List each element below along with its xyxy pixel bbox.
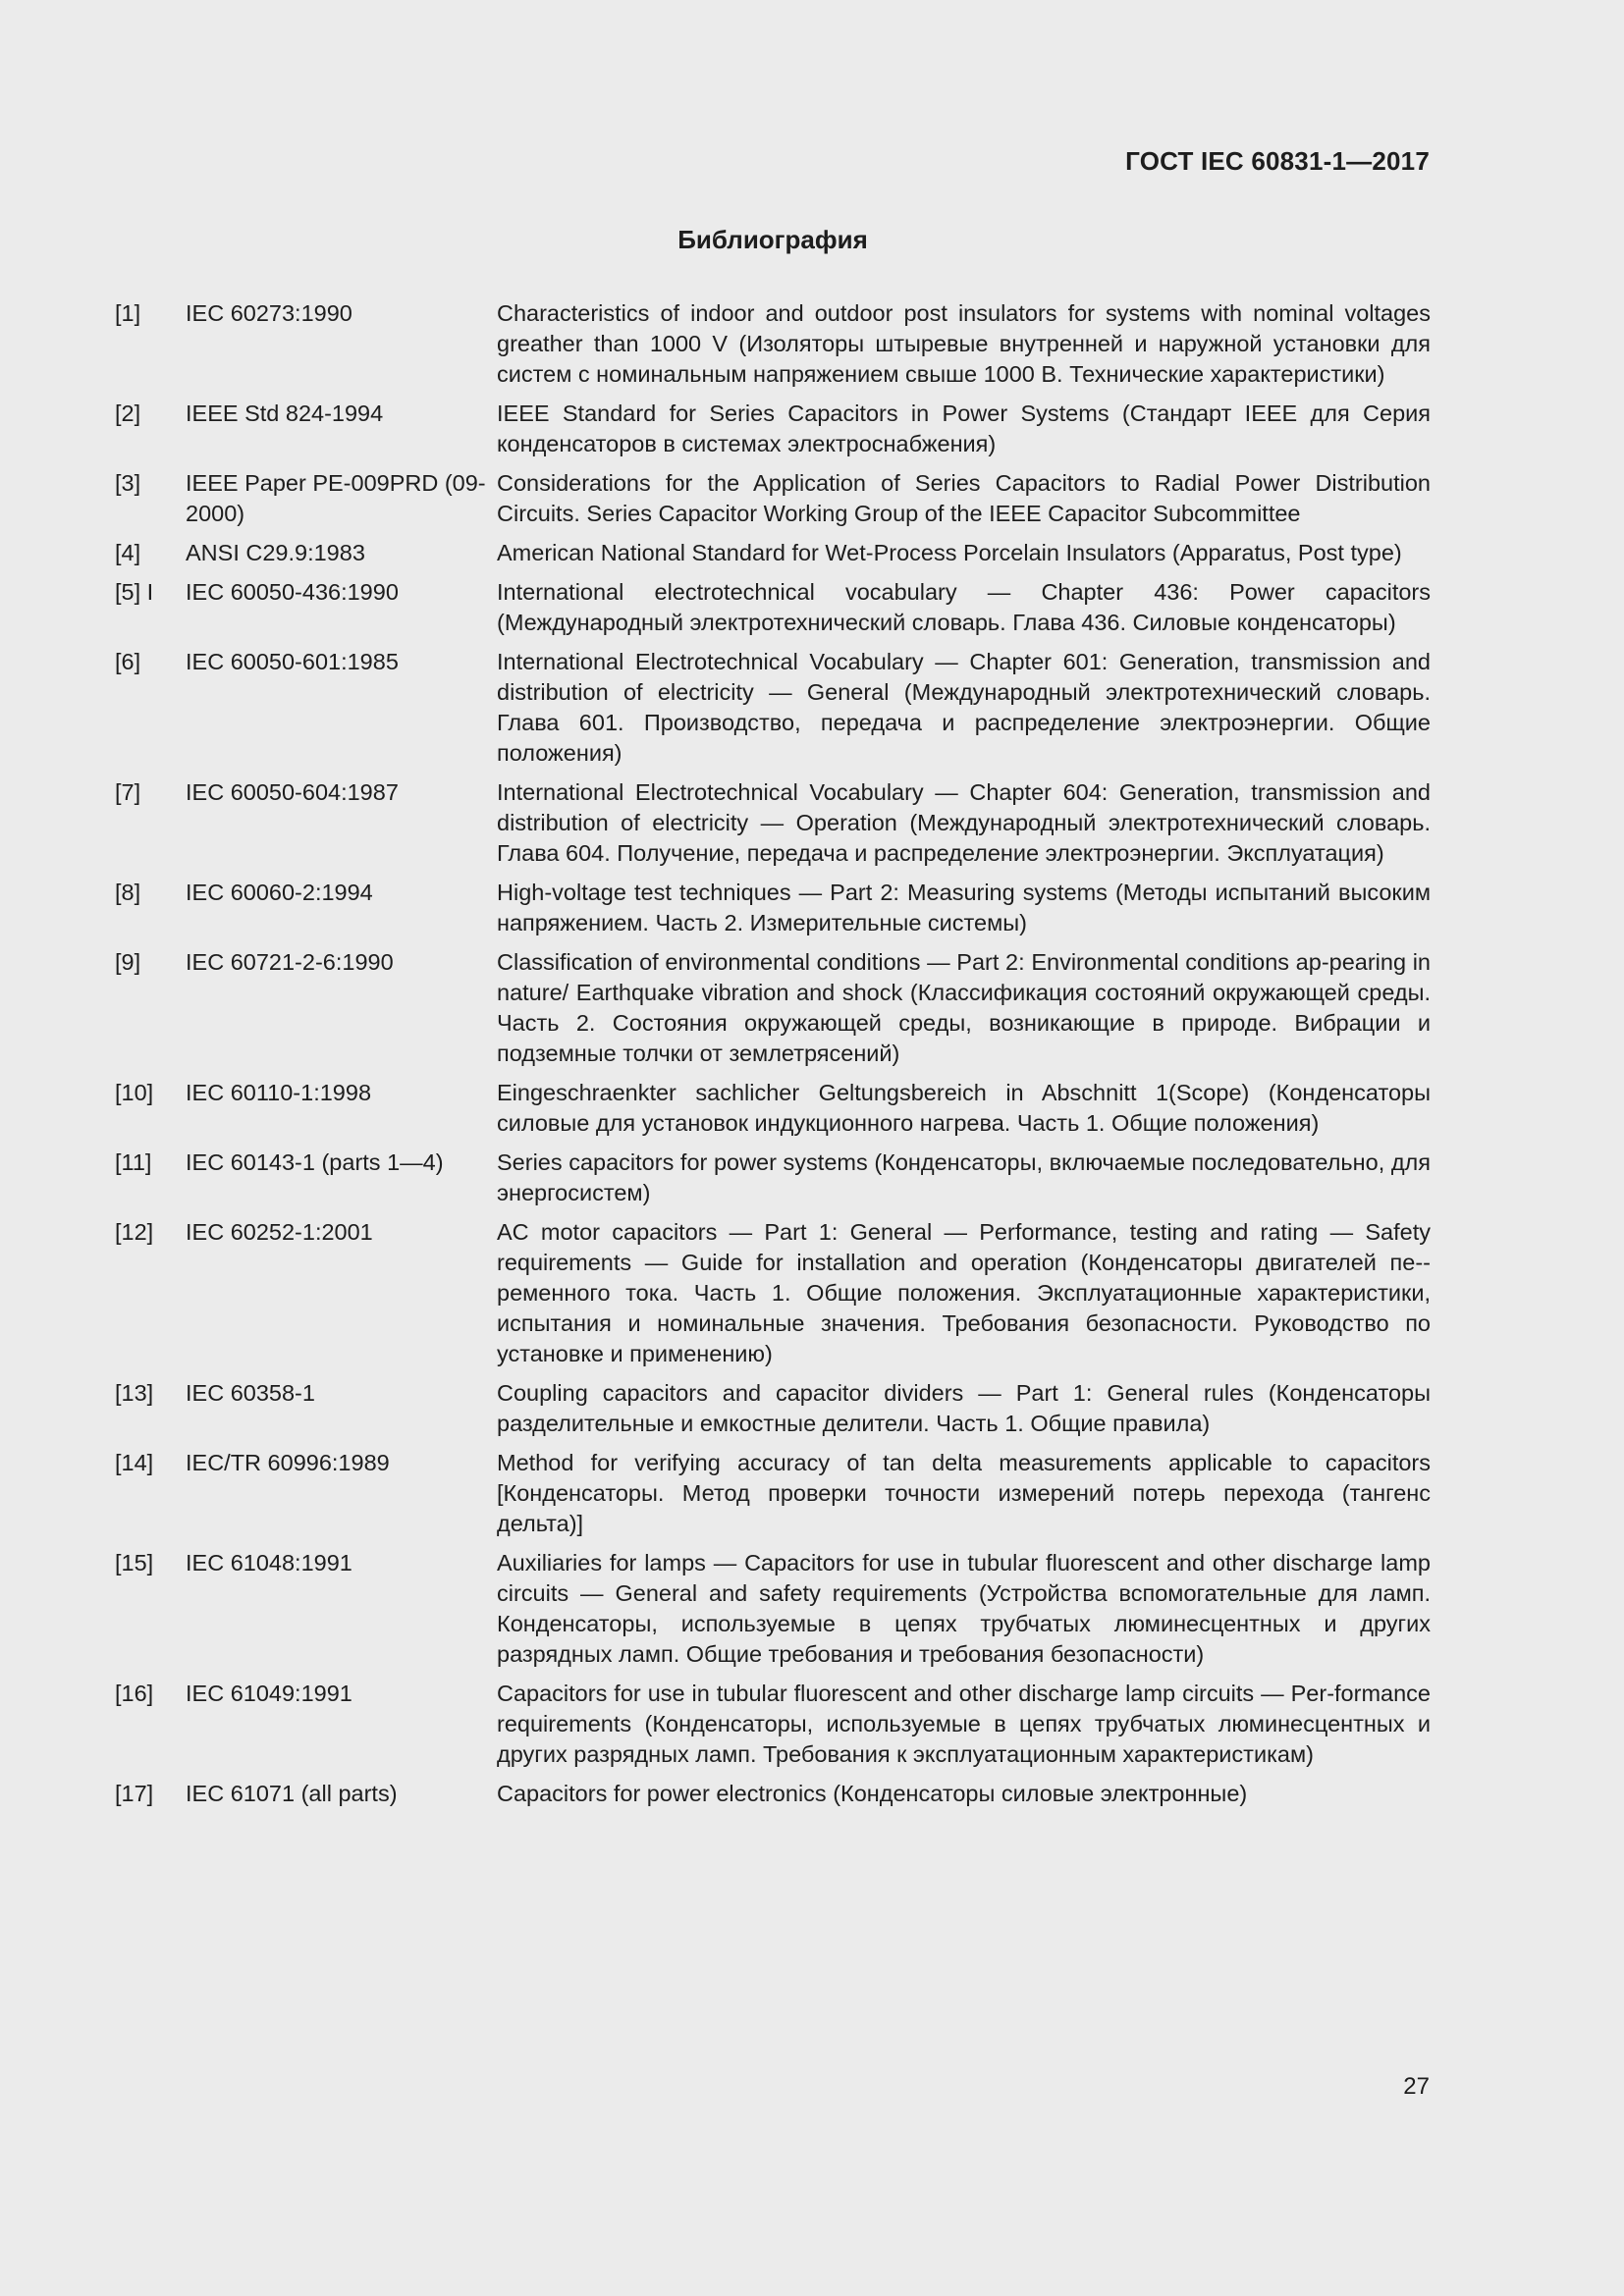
entry-description: Auxiliaries for lamps — Capacitors for use in tubular fluorescent and other discharge lamp circuits — General and safety requirements (Устройства вспомогательные для ламп. Конденсаторы, используемые в цепях трубчатых люминесцентных и других разрядных ламп. Общие требования и требования безопасности) bbox=[497, 1550, 1431, 1667]
page-title: Библиография bbox=[677, 225, 868, 254]
entry-standard-code: IEC 61049:1991 bbox=[186, 1681, 352, 1706]
entry-description: Series capacitors for power systems (Конденсаторы, включаемые последовательно, для энергосистем) bbox=[497, 1149, 1431, 1205]
entry-number: [14] bbox=[115, 1450, 154, 1475]
entry-standard-code: IEC 60110-1:1998 bbox=[186, 1080, 372, 1105]
entry-standard-code: IEC 61071 (all parts) bbox=[186, 1781, 398, 1806]
bibliography-entry bbox=[115, 777, 1431, 869]
bibliography-entry bbox=[115, 468, 1431, 529]
entry-standard-code: IEC/TR 60996:1989 bbox=[186, 1450, 390, 1475]
entry-number: [5] I bbox=[115, 579, 154, 605]
bibliography-entry bbox=[115, 298, 1431, 390]
entry-description: IEEE Standard for Series Capacitors in Power Systems (Стандарт IEEE для Серия конденсаторов в системах электроснабжения) bbox=[497, 400, 1431, 456]
entry-number: [10] bbox=[115, 1080, 154, 1105]
bibliography-entry bbox=[115, 538, 1431, 568]
entry-number: [8] bbox=[115, 880, 141, 905]
entry-standard-code: IEC 61048:1991 bbox=[186, 1550, 352, 1575]
bibliography-entry bbox=[115, 577, 1431, 638]
entry-description: International Electrotechnical Vocabulary — Chapter 604: Generation, transmission and distribution of electricity — Operation (Международный электротехнический словарь. Глава 604. Получение, передача и распределение электроэнергии. Эксплуатация) bbox=[497, 779, 1431, 866]
entry-number: [16] bbox=[115, 1681, 154, 1706]
bibliography-entry bbox=[115, 1448, 1431, 1539]
bibliography-entry bbox=[115, 647, 1431, 769]
entry-number: [17] bbox=[115, 1781, 154, 1806]
entry-number: [2] bbox=[115, 400, 141, 426]
document-standard-header: ГОСТ IEC 60831-1—2017 bbox=[1125, 146, 1430, 176]
bibliography-list bbox=[115, 298, 1431, 1818]
entry-standard-code: IEC 60721-2-6:1990 bbox=[186, 949, 394, 975]
entry-standard-code: IEC 60358-1 bbox=[186, 1380, 315, 1406]
entry-number: [4] bbox=[115, 540, 141, 565]
entry-standard-code: IEC 60143-1 (parts 1—4) bbox=[186, 1149, 444, 1175]
entry-standard-code: IEC 60252-1:2001 bbox=[186, 1219, 373, 1245]
entry-standard-code: IEEE Std 824-1994 bbox=[186, 400, 384, 426]
entry-standard-code: IEC 60050-601:1985 bbox=[186, 649, 399, 674]
entry-description: Characteristics of indoor and outdoor post insulators for systems with nominal voltages greather than 1000 V (Изоляторы штыревые внутренней и наружной установки для систем с номинальным напряжением свыше 1000 В. Технические характеристики) bbox=[497, 300, 1431, 387]
bibliography-entry bbox=[115, 1148, 1431, 1208]
bibliography-entry bbox=[115, 1779, 1431, 1809]
entry-standard-code: IEC 60060-2:1994 bbox=[186, 880, 373, 905]
bibliography-entry bbox=[115, 947, 1431, 1069]
entry-description: AC motor capacitors — Part 1: General — Performance, testing and rating — Safety requirements — Guide for installation and operation (Конденсаторы двигателей пе-ременного тока. Часть 1. Общие положения. Эксплуатационные характеристики, испытания и номинальные значения. Требования безопасности. Руководство по установке и применению) bbox=[497, 1219, 1431, 1366]
entry-number: [7] bbox=[115, 779, 141, 805]
entry-number: [1] bbox=[115, 300, 141, 326]
bibliography-entry bbox=[115, 1548, 1431, 1670]
entry-description: American National Standard for Wet-Process Porcelain Insulators (Apparatus, Post type) bbox=[497, 540, 1402, 565]
entry-description: International electrotechnical vocabulary — Chapter 436: Power capacitors (Международный электротехнический словарь. Глава 436. Силовые конденсаторы) bbox=[497, 579, 1431, 635]
bibliography-entry bbox=[115, 399, 1431, 459]
bibliography-entry bbox=[115, 1217, 1431, 1369]
entry-description: Capacitors for power electronics (Конденсаторы силовые электронные) bbox=[497, 1781, 1248, 1806]
entry-number: [3] bbox=[115, 470, 141, 496]
entry-number: [6] bbox=[115, 649, 141, 674]
entry-standard-code: IEC 60050-436:1990 bbox=[186, 579, 399, 605]
entry-standard-code: IEC 60050-604:1987 bbox=[186, 779, 399, 805]
entry-number: [11] bbox=[115, 1149, 152, 1175]
entry-description: Capacitors for use in tubular fluorescent and other discharge lamp circuits — Per-formance requirements (Конденсаторы, используемые в цепях трубчатых люминесцентных и других разрядных ламп. Требования к эксплуатационным характеристикам) bbox=[497, 1681, 1431, 1767]
bibliography-entry bbox=[115, 1378, 1431, 1439]
entry-standard-code: IEC 60273:1990 bbox=[186, 300, 352, 326]
entry-number: [15] bbox=[115, 1550, 154, 1575]
entry-description: International Electrotechnical Vocabulary — Chapter 601: Generation, transmission and distribution of electricity — General (Международный электротехнический словарь. Глава 601. Производство, передача и распределение электроэнергии. Общие положения) bbox=[497, 649, 1431, 766]
entry-number: [12] bbox=[115, 1219, 154, 1245]
entry-description: High-voltage test techniques — Part 2: Measuring systems (Методы испытаний высоким напряжением. Часть 2. Измерительные системы) bbox=[497, 880, 1431, 935]
entry-description: Eingeschraenkter sachlicher Geltungsbereich in Abschnitt 1(Scope) (Конденсаторы силовые для установок индукционного нагрева. Часть 1. Общие положения) bbox=[497, 1080, 1431, 1136]
bibliography-entry bbox=[115, 1078, 1431, 1139]
page-number: 27 bbox=[1403, 2073, 1430, 2100]
entry-number: [9] bbox=[115, 949, 141, 975]
entry-standard-code: ANSI C29.9:1983 bbox=[186, 540, 365, 565]
entry-standard-code: IEEE Paper PE-009PRD (09-2000) bbox=[186, 470, 486, 526]
entry-number: [13] bbox=[115, 1380, 154, 1406]
entry-description: Coupling capacitors and capacitor dividers — Part 1: General rules (Конденсаторы разделительные и емкостные делители. Часть 1. Общие правила) bbox=[497, 1380, 1431, 1436]
bibliography-entry bbox=[115, 1679, 1431, 1770]
entry-description: Considerations for the Application of Series Capacitors to Radial Power Distribution Circuits. Series Capacitor Working Group of the IEEE Capacitor Subcommittee bbox=[497, 470, 1431, 526]
bibliography-entry bbox=[115, 878, 1431, 938]
entry-description: Classification of environmental conditions — Part 2: Environmental conditions ap-pearing in nature/ Earthquake vibration and shock (Классификация состояний окружающей среды. Часть 2. Состояния окружающей среды, возникающие в природе. Вибрации и подземные толчки от землетрясений) bbox=[497, 949, 1431, 1066]
entry-description: Method for verifying accuracy of tan delta measurements applicable to capacitors [Конденсаторы. Метод проверки точности измерений потерь перехода (тангенс дельта)] bbox=[497, 1450, 1431, 1536]
